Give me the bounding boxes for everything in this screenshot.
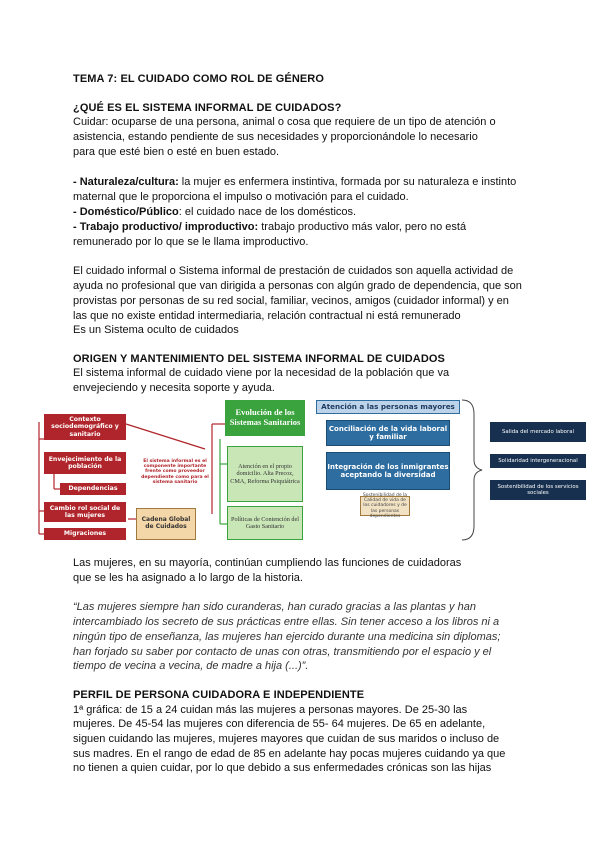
paragraph-line: Es un Sistema oculto de cuidados bbox=[73, 324, 239, 336]
term-text: : el cuidado nace de los domésticos. bbox=[178, 206, 357, 218]
section-title-perfil: PERFIL DE PERSONA CUIDADORA E INDEPENDIENTE bbox=[73, 689, 365, 701]
paragraph-line: Las mujeres, en su mayoría, continúan cumpliendo las funciones de cuidadoras bbox=[73, 557, 462, 569]
box-migraciones: Migraciones bbox=[44, 528, 126, 540]
paragraph-line: para que esté bien o esté en buen estado. bbox=[73, 146, 280, 158]
term-label: - Trabajo productivo/ improductivo: bbox=[73, 221, 259, 233]
box-dependencias: Dependencias bbox=[60, 483, 126, 495]
box-salida-mercado: Salida del mercado laboral bbox=[490, 422, 586, 442]
box-cambio-rol: Cambio rol social de las mujeres bbox=[44, 502, 126, 522]
list-item-domestico bbox=[73, 205, 356, 219]
paragraph-line: provistas por personas de su red social, familiar, vecinos, amigos (cuidador informal) y en bbox=[73, 295, 509, 307]
paragraph-line: sus madres. En el rango de edad de 85 en adelante hay pocas mujeres cuidando ya que bbox=[73, 748, 506, 760]
paragraph-line: no tienen a quien cuidar, por lo que debido a sus enfermedades crónicas son las hijas bbox=[73, 762, 492, 774]
paragraph-line: El sistema informal de cuidado viene por la necesidad de la población que va bbox=[73, 367, 450, 379]
list-item-trabajo bbox=[73, 220, 466, 234]
box-contexto: Contexto sociodemográfico y sanitario bbox=[44, 414, 126, 440]
paragraph-line: que se les ha asignado a lo largo de la historia. bbox=[73, 572, 303, 584]
paragraph-line: las que no existe entidad intermediaria, relación contractual ni está remunerado bbox=[73, 310, 461, 322]
term-label: - Doméstico/Público bbox=[73, 206, 179, 218]
box-evolucion-sistemas: Evolución de los Sistemas Sanitarios bbox=[225, 400, 305, 436]
section-title-origen: ORIGEN Y MANTENIMIENTO DEL SISTEMA INFORMAL DE CUIDADOS bbox=[73, 353, 445, 365]
quote-line: “Las mujeres siempre han sido curanderas, han curado gracias a las plantas y han bbox=[73, 601, 476, 613]
quote-line: intercambiado los secreto de sus prácticas entre ellas. Sin tener acceso a los libros ni a bbox=[73, 616, 500, 628]
paragraph-line: El cuidado informal o Sistema informal de prestación de cuidados son aquella actividad de bbox=[73, 265, 514, 277]
paragraph-line: maternal que le proporciona el impulso o motivación para el cuidado. bbox=[73, 191, 409, 203]
document-heading: TEMA 7: EL CUIDADO COMO ROL DE GÉNERO bbox=[73, 73, 325, 85]
term-text: trabajo productivo más valor, pero no está bbox=[258, 221, 467, 233]
box-atencion-mayores: Atención a las personas mayores bbox=[316, 400, 460, 414]
paragraph-line: mujeres. De 45-54 las mujeres con diferencia de 55- 64 mujeres. De 65 en adelante, bbox=[73, 718, 486, 730]
term-label: - Naturaleza/cultura: bbox=[73, 176, 179, 188]
quote-line: tiempo de vecina a vecina, de madre a hija (...)”. bbox=[73, 660, 309, 672]
box-cadena-global: Cadena Global de Cuidados bbox=[136, 508, 196, 540]
box-politicas-gasto: Políticas de Contención del Gasto Sanitario bbox=[227, 506, 303, 540]
note-sostenibilidad: Sostenibilidad de la Calidad de vida de los cuidadores y de las personas dependientes bbox=[360, 496, 410, 516]
quote-line: han forjado su saber por contacto de unas con otras, transmitiendo por el espacio y el bbox=[73, 646, 492, 658]
box-integracion-inmigrantes: Integración de los inmigrantes aceptando la diversidad bbox=[326, 452, 450, 490]
section-title-sistema-informal: ¿QUÉ ES EL SISTEMA INFORMAL DE CUIDADOS? bbox=[73, 102, 342, 114]
box-conciliacion: Conciliación de la vida laboral y familiar bbox=[326, 420, 450, 446]
paragraph-line: remunerado por lo que se le llama improductivo. bbox=[73, 236, 309, 248]
paragraph-line: envejeciendo y necesita soporte y ayuda. bbox=[73, 382, 275, 394]
paragraph-line: siguen cuidando las mujeres, mujeres mayores que cuidan de sus maridos o incluso de bbox=[73, 733, 500, 745]
paragraph-line: asistencia, estando pendiente de sus necesidades y proporcionándole lo necesario bbox=[73, 131, 478, 143]
paragraph-line: ayuda no profesional que van dirigida a personas con algún grado de dependencia, que son bbox=[73, 280, 522, 292]
note-sistema-informal: El sistema informal es el componente importante frente como proveedor dependiente como para el sistema sanitario bbox=[141, 458, 209, 485]
origin-diagram bbox=[30, 394, 590, 544]
box-atencion-domicilio: Atención en el propio domicilio. Alta Precoz, CMA, Reforma Psiquiátrica bbox=[227, 446, 303, 502]
term-text: la mujer es enfermera instintiva, formada por su naturaleza e instinto bbox=[178, 176, 517, 188]
quote-line: ningún tipo de enseñanza, las mujeres han ejercido durante una medicina sin diplomas; bbox=[73, 631, 501, 643]
box-sostenibilidad-servicios: Sostenibilidad de los servicios sociales bbox=[490, 480, 586, 500]
box-envejecimiento: Envejecimiento de la población bbox=[44, 452, 126, 474]
paragraph-line: 1ª gráfica: de 15 a 24 cuidan más las mujeres a personas mayores. De 25-30 las bbox=[73, 704, 468, 716]
paragraph-line: Cuidar: ocuparse de una persona, animal o cosa que requiere de un tipo de atención o bbox=[73, 116, 496, 128]
box-solidaridad: Solidaridad intergeneracional bbox=[490, 454, 586, 468]
list-item-naturaleza bbox=[73, 175, 516, 189]
